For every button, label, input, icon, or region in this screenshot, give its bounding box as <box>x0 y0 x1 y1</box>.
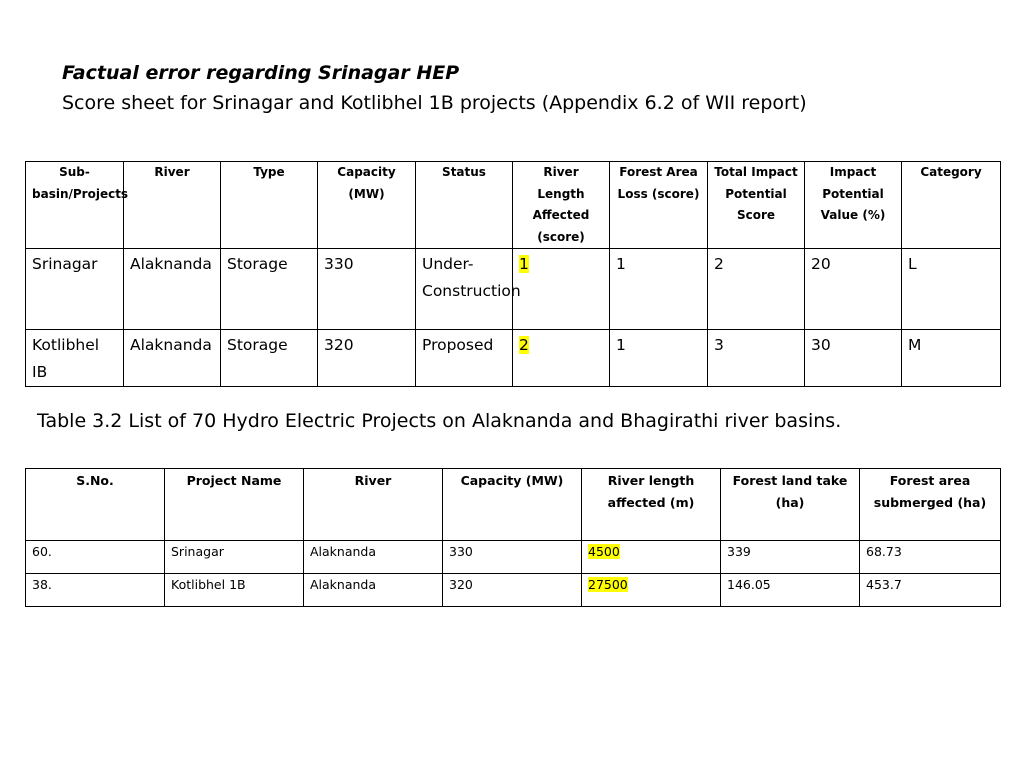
table-cell: Under-Construction <box>416 249 513 330</box>
table-cell: 320 <box>443 574 582 607</box>
table-cell: 2 <box>708 249 805 330</box>
table-row <box>26 249 1001 330</box>
table-cell: Storage <box>221 330 318 387</box>
header-cell: Category <box>902 162 1001 249</box>
header-cell: River <box>124 162 221 249</box>
table-cell: 20 <box>805 249 902 330</box>
table-cell <box>582 541 721 574</box>
header-cell: Capacity (MW) <box>318 162 416 249</box>
header-cell: River <box>304 469 443 541</box>
highlighted-value: 4500 <box>588 544 620 559</box>
header-cell: S.No. <box>26 469 165 541</box>
header-cell: Status <box>416 162 513 249</box>
table-row <box>26 574 1001 607</box>
heading-block <box>62 59 1002 119</box>
table-cell: Alaknanda <box>124 330 221 387</box>
table-cell <box>513 249 610 330</box>
table-cell: Kotlibhel IB <box>26 330 124 387</box>
table-cell: 330 <box>318 249 416 330</box>
table-cell: 60. <box>26 541 165 574</box>
table-cell: 320 <box>318 330 416 387</box>
page-title: Factual error regarding Srinagar HEP <box>62 62 460 84</box>
table-cell: 3 <box>708 330 805 387</box>
header-cell: Type <box>221 162 318 249</box>
header-cell: Total Impact Potential Score <box>708 162 805 249</box>
page-subtitle: Score sheet for Srinagar and Kotlibhel 1B projects (Appendix 6.2 of WII report) <box>62 92 807 114</box>
table-cell: 30 <box>805 330 902 387</box>
table-cell: Alaknanda <box>304 574 443 607</box>
table-cell: M <box>902 330 1001 387</box>
table-cell: 339 <box>721 541 860 574</box>
score-sheet-table <box>25 161 1001 387</box>
highlighted-value: 27500 <box>588 577 628 592</box>
highlighted-value: 1 <box>519 255 529 273</box>
header-cell: Forest land take (ha) <box>721 469 860 541</box>
table-cell: 68.73 <box>860 541 1001 574</box>
table-cell: L <box>902 249 1001 330</box>
table-cell <box>513 330 610 387</box>
header-cell: Forest area submerged (ha) <box>860 469 1001 541</box>
project-list-table <box>25 468 1001 607</box>
header-cell: Forest Area Loss (score) <box>610 162 708 249</box>
table-cell: Proposed <box>416 330 513 387</box>
header-cell: River length affected (m) <box>582 469 721 541</box>
table-caption: Table 3.2 List of 70 Hydro Electric Projects on Alaknanda and Bhagirathi river basins. <box>37 410 842 432</box>
table-cell: Srinagar <box>26 249 124 330</box>
header-cell: Capacity (MW) <box>443 469 582 541</box>
table-cell: 330 <box>443 541 582 574</box>
table-cell: Alaknanda <box>124 249 221 330</box>
table-header-row <box>26 469 1001 541</box>
header-cell: Impact Potential Value (%) <box>805 162 902 249</box>
table-cell: 1 <box>610 330 708 387</box>
table-header-row <box>26 162 1001 249</box>
table-cell: 38. <box>26 574 165 607</box>
table-cell: Kotlibhel 1B <box>165 574 304 607</box>
table-cell: 453.7 <box>860 574 1001 607</box>
table-cell <box>582 574 721 607</box>
table-cell: Storage <box>221 249 318 330</box>
table-row <box>26 541 1001 574</box>
table-cell: Srinagar <box>165 541 304 574</box>
header-cell: Sub-basin/Projects <box>26 162 124 249</box>
table-cell: Alaknanda <box>304 541 443 574</box>
table-row <box>26 330 1001 387</box>
header-cell: Project Name <box>165 469 304 541</box>
highlighted-value: 2 <box>519 336 529 354</box>
header-cell: River Length Affected (score) <box>513 162 610 249</box>
table-cell: 146.05 <box>721 574 860 607</box>
table-cell: 1 <box>610 249 708 330</box>
